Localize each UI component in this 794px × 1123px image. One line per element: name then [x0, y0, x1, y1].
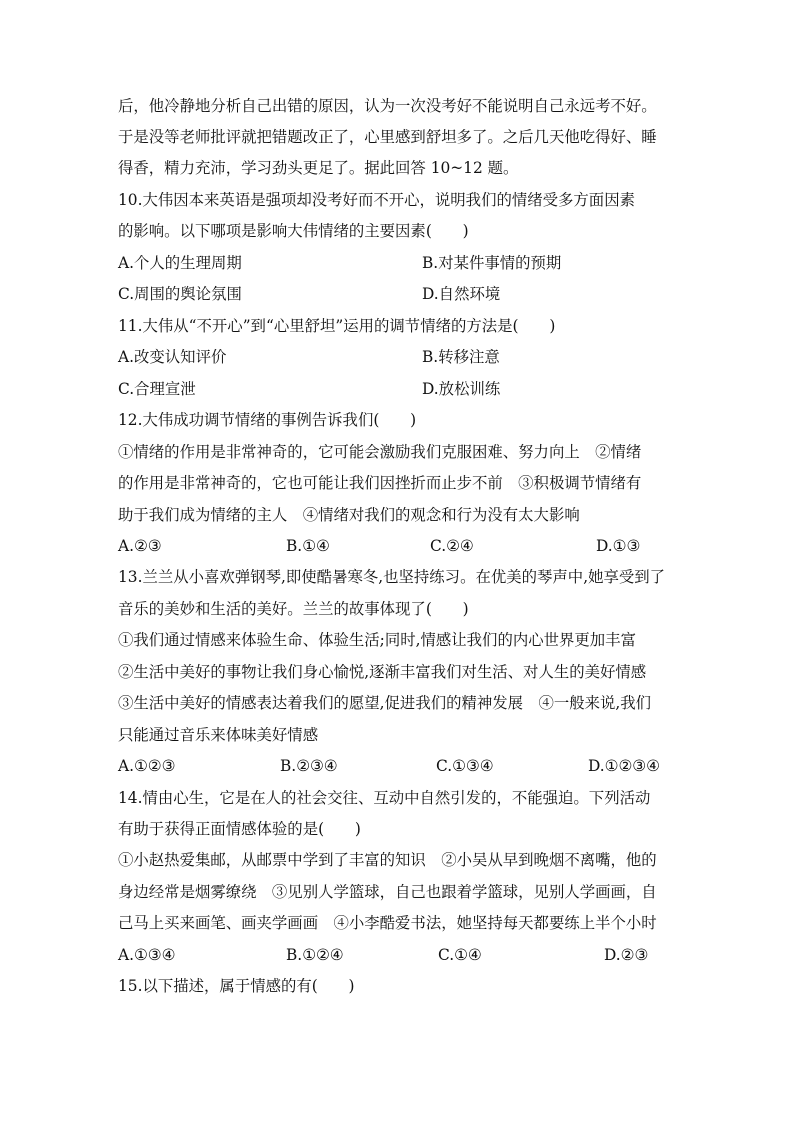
- question-12-stem: 12.大伟成功调节情绪的事例告诉我们( ): [118, 411, 417, 429]
- question-14-option-a: A.①③④: [118, 946, 176, 964]
- question-13-option-a: A.①②③: [118, 757, 176, 775]
- question-15-stem: 15.以下描述，属于情感的有( ): [118, 977, 355, 995]
- question-10-option-a: A.个人的生理周期: [118, 254, 242, 272]
- question-14-statements: 身边经常是烟雾缭绕 ③见别人学篮球，自己也跟着学篮球，见别人学画画，自: [118, 883, 657, 901]
- question-12-option-c: C.②④: [430, 537, 474, 555]
- question-11-stem: 11.大伟从“不开心”到“心里舒坦”运用的调节情绪的方法是( ): [118, 317, 556, 335]
- question-14-stem: 有助于获得正面情感体验的是( ): [118, 820, 361, 838]
- question-11-option-a: A.改变认知评价: [118, 348, 227, 366]
- question-13-option-d: D.①②③④: [588, 757, 660, 775]
- question-13-option-c: C.①③④: [436, 757, 494, 775]
- question-13-statements: ②生活中美好的事物让我们身心愉悦,逐渐丰富我们对生活、对人生的美好情感: [118, 663, 647, 681]
- question-11-option-d: D.放松训练: [422, 380, 501, 398]
- question-13-stem: 13.兰兰从小喜欢弹钢琴,即使酷暑寒冬,也坚持练习。在优美的琴声中,她享受到了: [118, 568, 666, 586]
- question-13-statements: ①我们通过情感来体验生命、体验生活;同时,情感让我们的内心世界更加丰富: [118, 631, 636, 649]
- question-14-option-c: C.①④: [438, 946, 482, 964]
- question-10-option-b: B.对某件事情的预期: [422, 254, 562, 272]
- question-14-statements: ①小赵热爱集邮，从邮票中学到了丰富的知识 ②小吴从早到晚烟不离嘴，他的: [118, 851, 657, 869]
- question-10-stem: 10.大伟因本来英语是强项却没考好而不开心，说明我们的情绪受多方面因素: [118, 191, 635, 209]
- question-12-option-b: B.①④: [286, 537, 330, 555]
- question-14-option-d: D.②③: [604, 946, 649, 964]
- question-13-statements: 只能通过音乐来体味美好情感: [118, 726, 319, 744]
- question-12-statements: ①情绪的作用是非常神奇的，它可能会激励我们克服困难、努力向上 ②情绪: [118, 443, 642, 461]
- question-12-option-d: D.①③: [596, 537, 641, 555]
- question-12-statements: 的作用是非常神奇的，它也可能让我们因挫折而止步不前 ③积极调节情绪有: [118, 474, 642, 492]
- question-11-option-c: C.合理宣泄: [118, 380, 196, 398]
- question-10-stem: 的影响。以下哪项是影响大伟情绪的主要因素( ): [118, 222, 469, 240]
- passage-line: 得香，精力充沛，学习劲头更足了。据此回答 10~12 题。: [118, 159, 519, 177]
- question-14-option-b: B.①②④: [286, 946, 344, 964]
- question-10-option-d: D.自然环境: [422, 285, 501, 303]
- question-13-stem: 音乐的美妙和生活的美好。兰兰的故事体现了( ): [118, 600, 469, 618]
- question-13-option-b: B.②③④: [280, 757, 338, 775]
- question-12-option-a: A.②③: [118, 537, 162, 555]
- question-10-option-c: C.周围的舆论氛围: [118, 285, 242, 303]
- question-13-statements: ③生活中美好的情感表达着我们的愿望,促进我们的精神发展 ④一般来说,我们: [118, 694, 652, 712]
- passage-line: 于是没等老师批评就把错题改正了，心里感到舒坦多了。之后几天他吃得好、睡: [118, 128, 657, 146]
- question-14-statements: 己马上买来画笔、画夹学画画 ④小李酷爱书法，她坚持每天都要练上半个小时: [118, 914, 657, 932]
- passage-line: 后，他冷静地分析自己出错的原因，认为一次没考好不能说明自己永远考不好。: [118, 97, 657, 115]
- question-14-stem: 14.情由心生，它是在人的社会交往、互动中自然引发的，不能强迫。下列活动: [118, 789, 651, 807]
- question-12-statements: 助于我们成为情绪的主人 ④情绪对我们的观念和行为没有太大影响: [118, 506, 580, 524]
- question-11-option-b: B.转移注意: [422, 348, 500, 366]
